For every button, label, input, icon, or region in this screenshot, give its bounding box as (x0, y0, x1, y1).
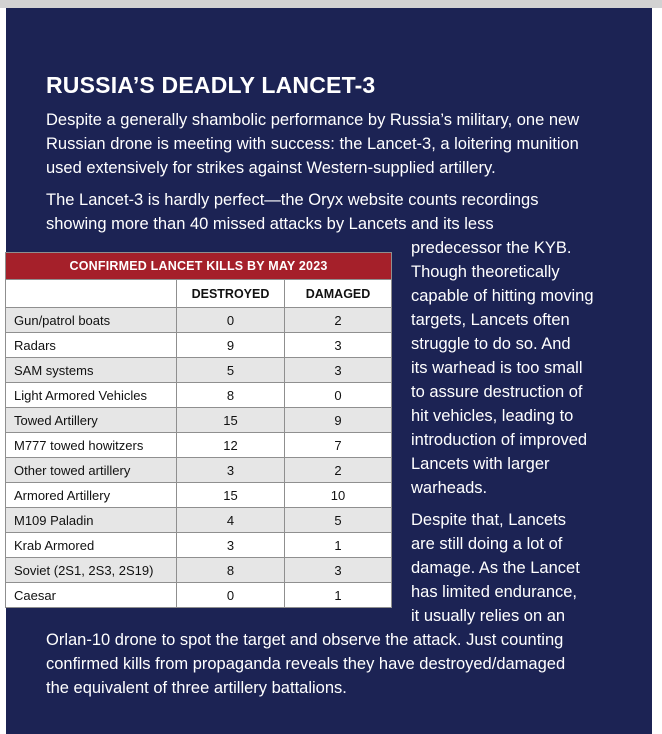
destroyed-value: 15 (177, 483, 285, 508)
paragraph-third-side (411, 508, 580, 628)
row-label: Light Armored Vehicles (6, 383, 177, 408)
table-row (6, 358, 392, 383)
damaged-value: 3 (285, 333, 392, 358)
damaged-value: 10 (285, 483, 392, 508)
paragraph-line: to assure destruction of (411, 383, 583, 401)
paragraph-line: are still doing a lot of (411, 535, 563, 553)
damaged-value: 7 (285, 433, 392, 458)
damaged-value: 1 (285, 583, 392, 608)
paragraph-line: damage. As the Lancet (411, 559, 580, 577)
row-label: Other towed artillery (6, 458, 177, 483)
paragraph-line: used extensively for strikes against Western-supplied artillery. (46, 159, 496, 177)
paragraph-second-side (411, 236, 594, 500)
destroyed-value: 0 (177, 583, 285, 608)
table-row (6, 583, 392, 608)
paragraph-line: predecessor the KYB. (411, 239, 572, 257)
row-label: SAM systems (6, 358, 177, 383)
row-label: Armored Artillery (6, 483, 177, 508)
table-row (6, 408, 392, 433)
paragraph-third-bottom (46, 628, 565, 700)
paragraph-line: Despite that, Lancets (411, 511, 567, 529)
destroyed-value: 3 (177, 458, 285, 483)
paragraph-line: capable of hitting moving (411, 287, 594, 305)
destroyed-value: 0 (177, 308, 285, 333)
row-label: Soviet (2S1, 2S3, 2S19) (6, 558, 177, 583)
destroyed-value: 8 (177, 558, 285, 583)
destroyed-value: 9 (177, 333, 285, 358)
top-strip (0, 0, 662, 8)
paragraph-line: The Lancet-3 is hardly perfect—the Oryx website counts recordings (46, 191, 539, 209)
table-row (6, 533, 392, 558)
table-row (6, 508, 392, 533)
row-label: M777 towed howitzers (6, 433, 177, 458)
paragraph-line: warheads. (411, 479, 488, 497)
damaged-value: 2 (285, 308, 392, 333)
paragraph-line: hit vehicles, leading to (411, 407, 574, 425)
destroyed-value: 12 (177, 433, 285, 458)
destroyed-value: 8 (177, 383, 285, 408)
damaged-value: 2 (285, 458, 392, 483)
table-row (6, 383, 392, 408)
paragraph-line: Despite a generally shambolic performance by Russia’s military, one new (46, 111, 580, 129)
damaged-value: 1 (285, 533, 392, 558)
destroyed-value: 5 (177, 358, 285, 383)
damaged-value: 5 (285, 508, 392, 533)
row-label: Krab Armored (6, 533, 177, 558)
paragraph-line: has limited endurance, (411, 583, 578, 601)
row-label: Towed Artillery (6, 408, 177, 433)
paragraph-line: confirmed kills from propaganda reveals they have destroyed/damaged (46, 655, 566, 673)
table-title-row (6, 253, 392, 280)
row-label: Radars (6, 333, 177, 358)
headline: RUSSIA’S DEADLY LANCET-3 (46, 72, 376, 98)
paragraph-line: its warhead is too small (411, 359, 583, 377)
paragraph-line: Orlan-10 drone to spot the target and observe the attack. Just counting (46, 631, 564, 649)
damaged-value: 9 (285, 408, 392, 433)
damaged-value: 3 (285, 558, 392, 583)
paragraph-line: it usually relies on an (411, 607, 566, 625)
header-blank-cell (6, 280, 177, 308)
paragraph-line: struggle to do so. And (411, 335, 571, 353)
kills-table (5, 252, 392, 608)
paragraph-line: the equivalent of three artillery battalions. (46, 679, 347, 697)
paragraph-line: Though theoretically (411, 263, 560, 281)
paragraph-intro (46, 108, 579, 180)
table-row (6, 308, 392, 333)
table-row (6, 483, 392, 508)
table-row (6, 458, 392, 483)
destroyed-value: 15 (177, 408, 285, 433)
row-label: Gun/patrol boats (6, 308, 177, 333)
table-row (6, 333, 392, 358)
row-label: M109 Paladin (6, 508, 177, 533)
row-label: Caesar (6, 583, 177, 608)
paragraph-line: introduction of improved (411, 431, 588, 449)
table-row (6, 558, 392, 583)
paragraph-line: Lancets with larger (411, 455, 550, 473)
paragraph-line: Russian drone is meeting with success: the Lancet-3, a loitering munition (46, 135, 579, 153)
destroyed-value: 3 (177, 533, 285, 558)
table-header-row (6, 280, 392, 308)
header-destroyed: DESTROYED (177, 280, 285, 308)
paragraph-second-top (46, 188, 538, 236)
header-damaged: DAMAGED (285, 280, 392, 308)
damaged-value: 0 (285, 383, 392, 408)
paragraph-line: showing more than 40 missed attacks by Lancets and its less (46, 215, 494, 233)
damaged-value: 3 (285, 358, 392, 383)
table-row (6, 433, 392, 458)
paragraph-line: targets, Lancets often (411, 311, 570, 329)
table-title: CONFIRMED LANCET KILLS BY MAY 2023 (6, 253, 392, 280)
destroyed-value: 4 (177, 508, 285, 533)
